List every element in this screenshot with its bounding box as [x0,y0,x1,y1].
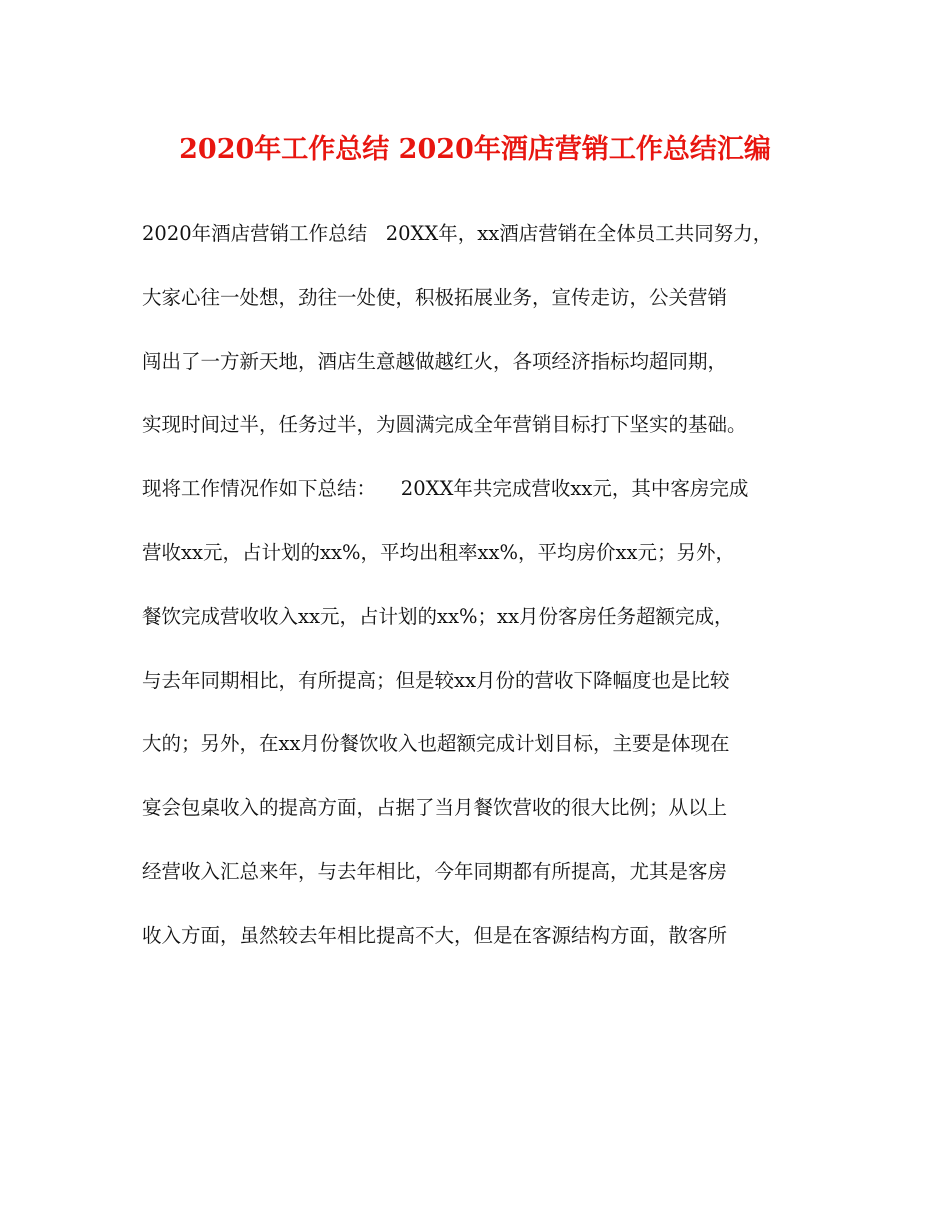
body-line: 大家心往一处想，劲往一处使，积极拓展业务，宣传走访，公关营销 [142,285,728,309]
body-line: 餐饮完成营收收入xx元，占计划的xx%；xx月份客房任务超额完成， [142,604,734,628]
document-title: 2020年工作总结 2020年酒店营销工作总结汇编 [179,134,771,165]
body-line: 大的；另外，在xx月份餐饮收入也超额完成计划目标，主要是体现在 [142,732,730,756]
body-line: 实现时间过半，任务过半，为圆满完成全年营销目标打下坚实的基础。 [142,413,747,437]
document-body [142,214,842,980]
body-line: 闯出了一方新天地，酒店生意越做越红火，各项经济指标均超同期， [142,349,728,373]
body-line: 经营收入汇总来年，与去年相比，今年同期都有所提高，尤其是客房 [142,859,728,883]
body-line: 营收xx元，占计划的xx%，平均出租率xx%，平均房价xx元；另外， [142,540,736,564]
body-line: 宴会包桌收入的提高方面，占据了当月餐饮营收的很大比例；从以上 [142,796,728,820]
body-line: 收入方面，虽然较去年相比提高不大，但是在客源结构方面，散客所 [142,923,728,947]
body-line: 与去年同期相比，有所提高；但是较xx月份的营收下降幅度也是比较 [142,668,730,692]
body-line: 2020年酒店营销工作总结 20XX年，xx酒店营销在全体员工共同努力， [142,222,773,245]
body-line: 现将工作情况作如下总结： 20XX年共完成营收xx元，其中客房完成 [142,477,749,501]
